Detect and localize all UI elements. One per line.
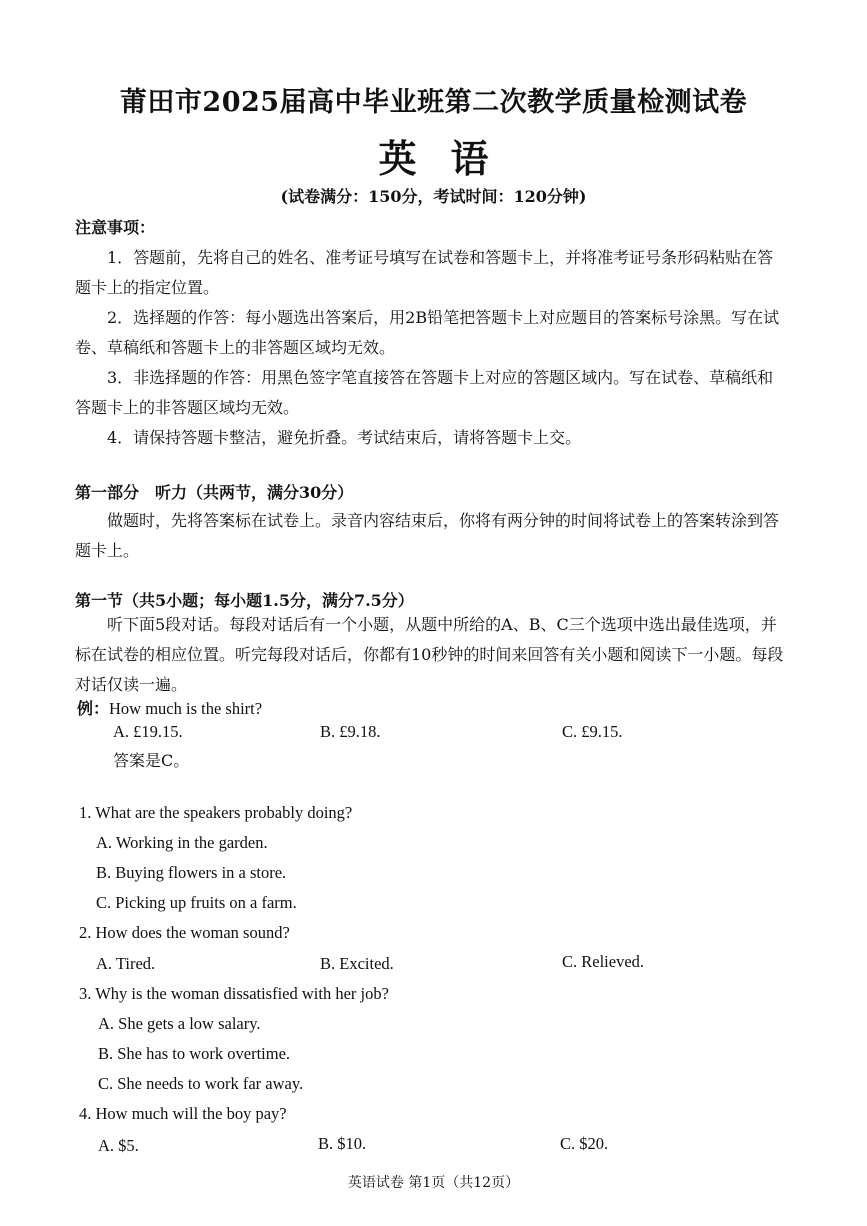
example-label: 例： (77, 699, 110, 718)
question-1-option-a: A. Working in the garden. (96, 833, 268, 852)
page-footer: 英语试卷 第1页（共12页） (347, 1175, 520, 1191)
question-2-option-b: B. Excited. (320, 954, 394, 973)
question-3-option-c: C. She needs to work far away. (98, 1074, 304, 1093)
question-2-option-a: A. Tired. (96, 954, 156, 973)
example-option-c: C. £9.15. (562, 722, 623, 741)
question-4-option-a: A. $5. (98, 1136, 139, 1155)
question-4-option-b: B. $10. (318, 1134, 367, 1153)
example-option-b: B. £9.18. (320, 722, 381, 741)
subject-title: 英语 (378, 136, 523, 181)
question-1: 1. What are the speakers probably doing? (79, 803, 353, 822)
notice-item-2: 2．选择题的作答：每小题选出答案后，用2B铅笔把答题卡上对应题目的答案标号涂黑。写在试卷、草稿纸和答题卡上的非答题区域均无效。 (75, 308, 780, 357)
exam-title: 莆田市2025届高中毕业班第二次教学质量检测试卷 (119, 87, 748, 118)
question-3: 3. Why is the woman dissatisfied with her job? (79, 984, 389, 1003)
question-1-option-c: C. Picking up fruits on a farm. (96, 893, 297, 912)
example-answer: 答案是C。 (113, 751, 190, 770)
question-2-option-c: C. Relieved. (562, 952, 645, 971)
example-question: How much is the shirt? (109, 699, 263, 718)
part1-intro: 做题时，先将答案标在试卷上。录音内容结束后，你将有两分钟的时间将试卷上的答案转涂到答题卡上。 (75, 511, 780, 560)
question-4-option-c: C. $20. (560, 1134, 609, 1153)
question-1-option-b: B. Buying flowers in a store. (96, 863, 287, 882)
notice-item-4: 4．请保持答题卡整洁，避免折叠。考试结束后，请将答题卡上交。 (107, 428, 582, 447)
question-2: 2. How does the woman sound? (79, 923, 290, 942)
example-block (77, 696, 262, 719)
question-3-option-a: A. She gets a low salary. (98, 1014, 261, 1033)
notice-item-1: 1．答题前，先将自己的姓名、准考证号填写在试卷和答题卡上，并将准考证号条形码粘贴在答题卡上的指定位置。 (75, 248, 774, 297)
question-4: 4. How much will the boy pay? (79, 1104, 287, 1123)
section1-intro: 听下面5段对话。每段对话后有一个小题，从题中所给的A、B、C三个选项中选出最佳选项，并标在试卷的相应位置。听完每段对话后，你都有10秒钟的时间来回答有关小题和阅读下一小题。每段对话仅读一遍。 (75, 615, 784, 694)
exam-meta: (试卷满分：150分，考试时间：120分钟) (280, 187, 587, 206)
part1-heading: 第一部分 听力（共两节，满分30分） (75, 483, 354, 502)
notice-item-3: 3．非选择题的作答：用黑色签字笔直接答在答题卡上对应的答题区域内。写在试卷、草稿纸和答题卡上的非答题区域均无效。 (75, 368, 774, 417)
question-3-option-b: B. She has to work overtime. (98, 1044, 291, 1063)
section1-heading: 第一节（共5小题；每小题1.5分，满分7.5分） (75, 591, 414, 610)
example-option-a: A. £19.15. (113, 722, 183, 741)
notice-heading: 注意事项： (75, 218, 156, 237)
